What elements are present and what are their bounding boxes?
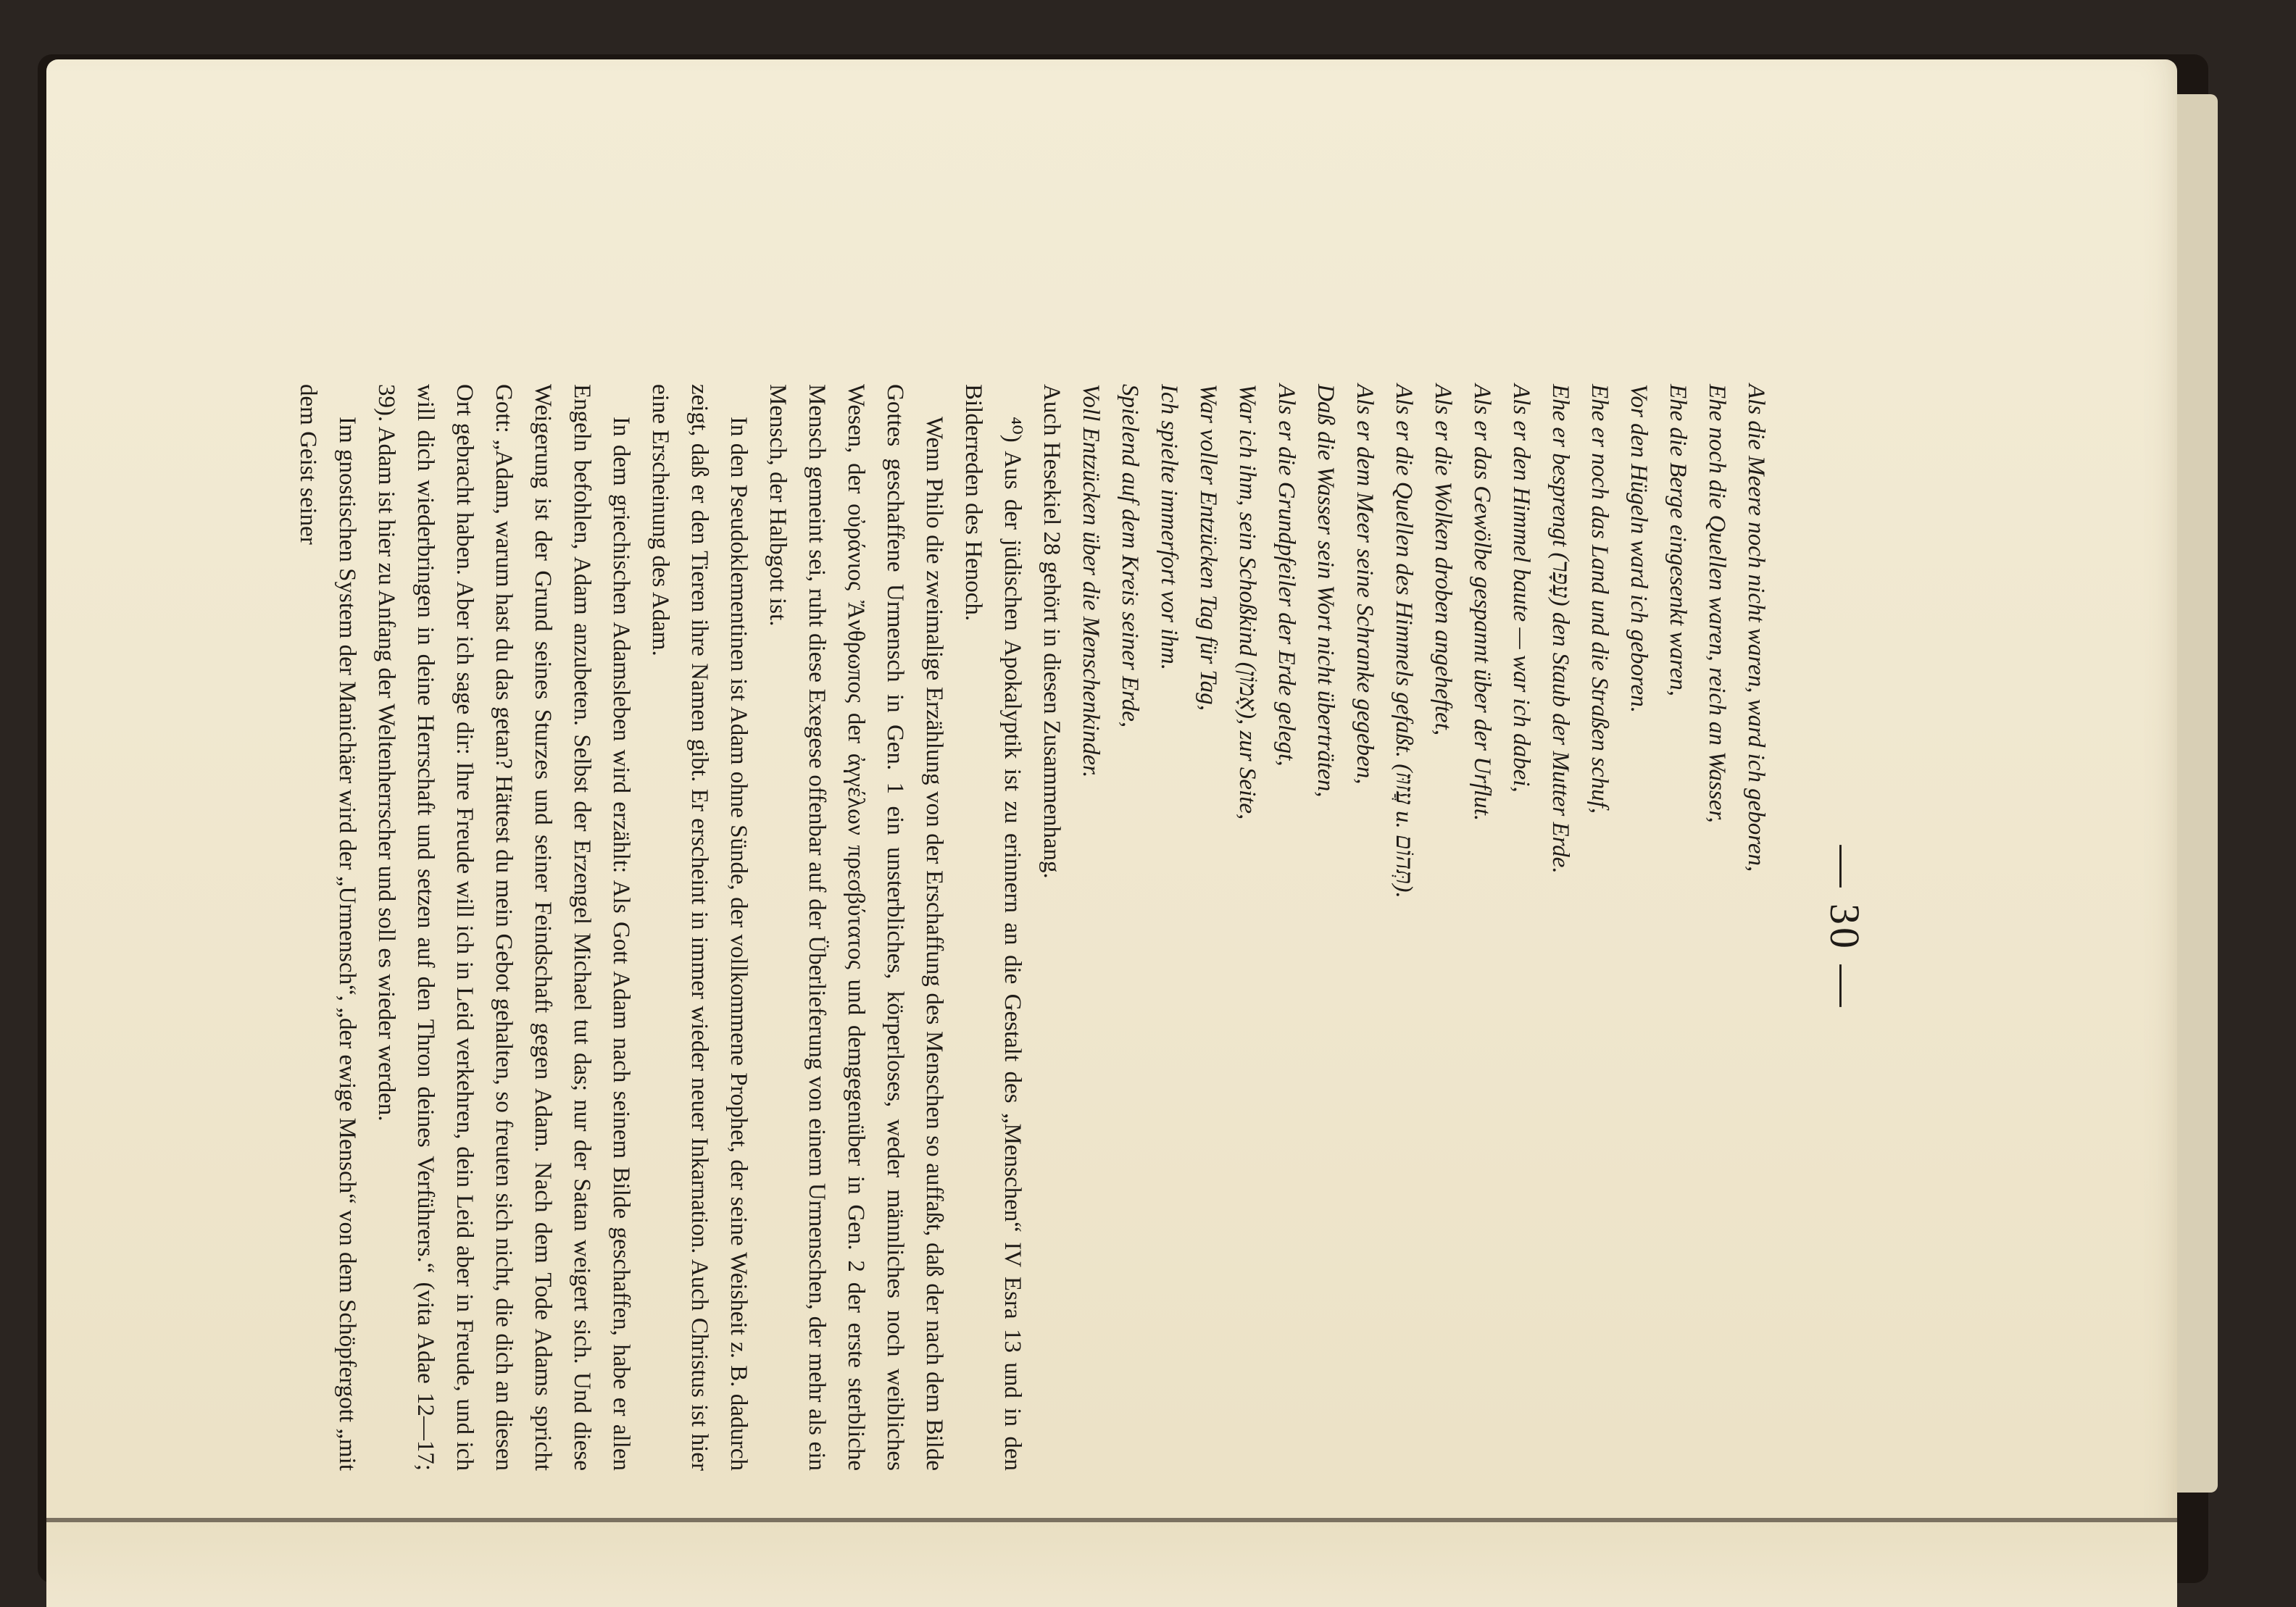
poem-line: Als er die Grundpfeiler der Erde gelegt, [1273, 384, 1299, 767]
poem-line: Ehe noch die Quellen waren, reich an Wasser, [1704, 384, 1730, 823]
poem-line: Ehe die Berge eingesenkt waren, [1665, 384, 1691, 696]
poem-line: Ich spielte immerfort vor ihm. [1156, 384, 1182, 671]
poem [1071, 384, 1776, 1471]
poem-line: Daß die Wasser sein Wort nicht überträten, [1313, 384, 1339, 798]
poem-line: Als er dem Meer seine Schranke gegeben, [1352, 384, 1378, 785]
page-header: — 30 — [1821, 845, 1868, 1010]
paragraph-adamsleben: In dem griechischen Adamsleben wird erzählt: Als Gott Adam nach seinem Bilde geschaffen, habe er allen Engeln befohlen, Adam anzubeten. Selbst der Erzengel Michael tut das; nur der Satan weigert sich. Und diese Weigerung ist der Grund seines Sturzes und seiner Feindschaft gegen Adam. Nach dem Tode Adams spricht Gott: „Adam, warum hast du das getan? Hättest du mein Gebot gehalten, so freuten sich nicht, die dich an diesen Ort gebracht haben. Aber ich sage dir: Ihre Freude will ich in Leid verkehren, dein Leid aber in Freude, und ich will dich wiederbringen in deine Herrschaft und setzen auf den Thron deines Verführers.“ (vita Adae 12—17; 39). Adam ist hier zu Anfang der Weltenherrscher und soll es wieder werden. [373, 384, 634, 1471]
poem-line: Als die Meere noch nicht waren, ward ich geboren, [1743, 384, 1769, 872]
poem-line: Spielend auf dem Kreis seiner Erde, [1117, 384, 1143, 728]
poem-line: War ich ihm, sein Schoßkind (אָמוֹן), zur Seite, [1234, 384, 1260, 820]
poem-line: Als er die Quellen des Himmels gefaßt. (עֲזוּז u. תְּהוֹם). [1391, 384, 1417, 898]
poem-line: Voll Entzücken über die Menschenkinder. [1078, 384, 1104, 778]
facing-page [46, 1518, 2177, 1607]
poem-line: Als er das Gewölbe gespannt über der Urflut. [1469, 384, 1495, 822]
poem-line: War voller Entzücken Tag für Tag, [1195, 384, 1221, 711]
paragraph-pseudoklementinen: In den Pseudoklementinen ist Adam ohne Sünde, der vollkommene Prophet, der seine Weisheit z. B. dadurch zeigt, daß er den Tieren ihre Namen gibt. Er erscheint in immer wieder neuer Inkarnation. Auch Christus ist hier eine Erscheinung des Adam. [647, 384, 752, 1471]
paragraph-philo: Wenn Philo die zweimalige Erzählung von der Erschaffung des Menschen so auffaßt, daß der nach dem Bilde Gottes geschaffene Urmensch in Gen. 1 ein unsterbliches, körperloses, weder männliches noch weibliches Wesen, der οὐράνιος Ἄνθρωπος der ἀγγέλων πρεσβύτατος und demgegenüber in Gen. 2 der erste sterbliche Mensch gemeint sei, ruht diese Exegese offenbar auf der Überlieferung von einem Urmenschen, der mehr als ein Mensch, der Halbgott ist. [765, 384, 947, 1471]
paragraph-hesekiel: Auch Hesekiel 28 gehört in diesen Zusammenhang. [1039, 384, 1065, 879]
poem-line: Als er den Himmel baute — war ich dabei, [1508, 384, 1534, 793]
poem-line: Ehe er noch das Land und die Straßen schuf, [1586, 384, 1613, 814]
paragraph-manichaeer: Im gnostischen System der Manichäer wird der „Urmensch“, „der ewige Mensch“ von dem Schöpfergott „mit dem Geist seiner [295, 384, 360, 1471]
poem-line: Als er die Wolken droben angeheftet, [1430, 384, 1456, 736]
poem-line: Ehe er besprengt (עָפָר) den Staub der Mutter Erde. [1547, 384, 1573, 874]
footnote-paragraph: ⁴⁰) Aus der jüdischen Apokalyptik ist zu erinnern an die Gestalt des „Menschen“ IV Esra 13 und in den Bilderreden des Henoch. [960, 384, 1026, 1471]
page-text-rotated [295, 384, 1913, 1471]
poem-line: Vor den Hügeln ward ich geboren. [1626, 384, 1652, 713]
